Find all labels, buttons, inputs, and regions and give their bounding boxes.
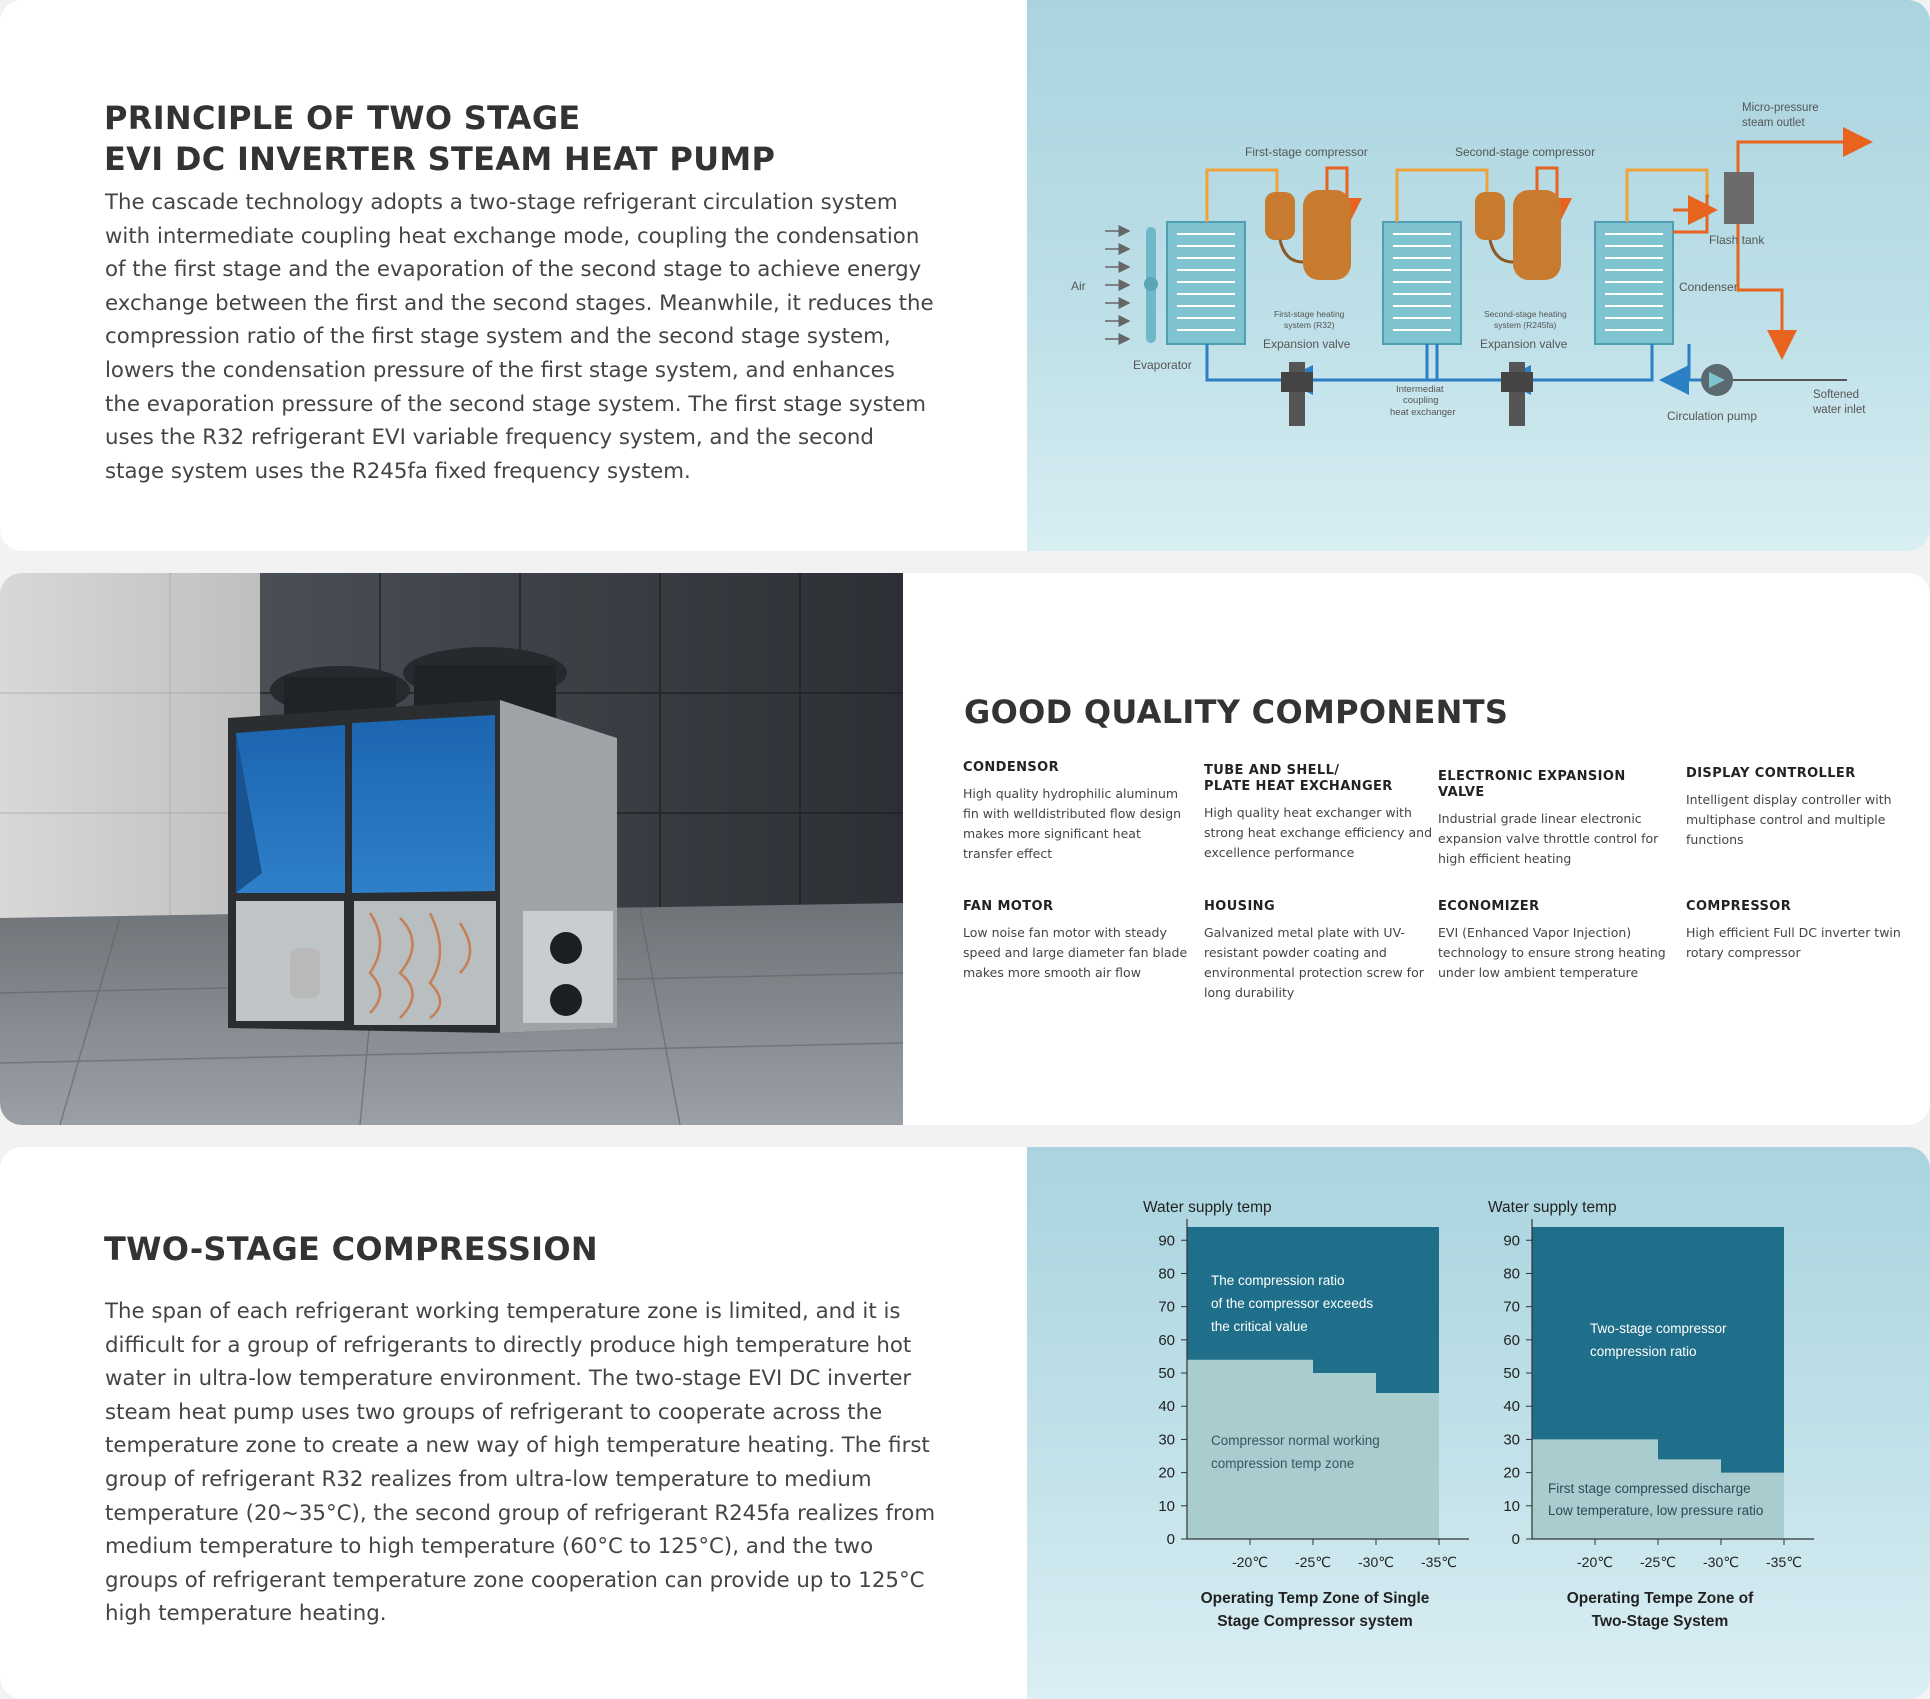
chart-y-tick-label: 40 bbox=[1503, 1398, 1520, 1416]
first-compressor-label: First-stage compressor bbox=[1245, 145, 1368, 159]
principle-title-line1: PRINCIPLE OF TWO STAGE bbox=[104, 99, 581, 137]
component-housing bbox=[1204, 899, 1434, 1003]
intermediate-coil bbox=[1383, 222, 1461, 344]
chart-annotation: Compressor normal working bbox=[1211, 1433, 1380, 1448]
component-desc: Industrial grade linear electronic expansion valve throttle control for high efficient heating bbox=[1438, 811, 1659, 866]
steam-outlet-label-2: steam outlet bbox=[1742, 117, 1805, 129]
component-title-line2: PLATE HEAT EXCHANGER bbox=[1204, 779, 1393, 794]
chart-y-tick-label: 10 bbox=[1158, 1497, 1175, 1515]
chart-annotation: The compression ratio bbox=[1211, 1273, 1345, 1288]
chart-y-tick-label: 30 bbox=[1158, 1431, 1175, 1449]
air-flow-arrows bbox=[1105, 231, 1129, 339]
expansion-valve-1-label: Expansion valve bbox=[1263, 337, 1351, 351]
principle-title bbox=[104, 98, 775, 180]
chart-y-tick-label: 0 bbox=[1166, 1531, 1175, 1548]
component-desc: High efficient Full DC inverter twin rotary compressor bbox=[1686, 925, 1901, 960]
chart-y-tick-label: 90 bbox=[1503, 1232, 1520, 1250]
chart-y-tick-label: 40 bbox=[1158, 1398, 1175, 1416]
chart-y-tick-label: 90 bbox=[1158, 1232, 1175, 1250]
charts-svg bbox=[1027, 1147, 1930, 1699]
expansion-valve-1-icon bbox=[1281, 362, 1313, 426]
component-desc: High quality heat exchanger with strong heat exchange efficiency and excellence performance bbox=[1204, 805, 1433, 860]
heat-pump-diagram bbox=[1027, 0, 1930, 551]
component-display-controller bbox=[1686, 766, 1916, 850]
steam-outlet-label-1: Micro-pressure bbox=[1742, 102, 1819, 114]
evaporator-label: Evaporator bbox=[1133, 358, 1192, 372]
chart-x-tick-label: -30℃ bbox=[1703, 1554, 1739, 1570]
component-title bbox=[963, 899, 1193, 915]
first-stage-compressor-icon bbox=[1265, 190, 1351, 280]
principle-section bbox=[0, 0, 1930, 551]
component-title-line1: COMPRESSOR bbox=[1686, 899, 1792, 914]
components-section bbox=[0, 573, 1930, 1125]
component-desc: EVI (Enhanced Vapor Injection) technology to ensure strong heating under low ambient temperature bbox=[1438, 925, 1666, 980]
compression-section bbox=[0, 1147, 1930, 1699]
chart-annotation: of the compressor exceeds bbox=[1211, 1296, 1374, 1311]
component-title bbox=[1204, 763, 1434, 795]
component-condensor bbox=[963, 760, 1193, 864]
second-system-label-1: Second-stage heating bbox=[1484, 309, 1567, 319]
air-label: Air bbox=[1071, 279, 1086, 293]
component-title-line1: HOUSING bbox=[1204, 899, 1276, 914]
component-compressor bbox=[1686, 899, 1916, 963]
fan-icon bbox=[1144, 227, 1158, 343]
chart-annotation: the critical value bbox=[1211, 1319, 1308, 1334]
components-title: GOOD QUALITY COMPONENTS bbox=[964, 693, 1509, 731]
heat-pump-product-photo bbox=[0, 573, 903, 1125]
compression-charts bbox=[1027, 1147, 1930, 1699]
second-stage-compressor-icon bbox=[1475, 190, 1561, 280]
chart-y-tick-label: 70 bbox=[1503, 1298, 1520, 1316]
chart-annotation: compression ratio bbox=[1590, 1344, 1697, 1359]
flash-tank-icon bbox=[1724, 172, 1754, 224]
chart-x-tick-label: -25℃ bbox=[1295, 1554, 1331, 1570]
chart-annotation: Two-stage compressor bbox=[1590, 1321, 1727, 1336]
first-system-label-2: system (R32) bbox=[1284, 320, 1335, 330]
component-title-line1: ELECTRONIC EXPANSION VALVE bbox=[1438, 769, 1626, 800]
component-title bbox=[963, 760, 1193, 776]
chart-y-tick-label: 0 bbox=[1511, 1531, 1520, 1548]
chart-title-line1: Operating Temp Zone of Single bbox=[1200, 1590, 1430, 1607]
second-compressor-label: Second-stage compressor bbox=[1455, 145, 1596, 159]
chart-y-axis-label: Water supply temp bbox=[1488, 1199, 1617, 1216]
chart-x-tick-label: -20℃ bbox=[1232, 1554, 1268, 1570]
component-title-line1: DISPLAY CONTROLLER bbox=[1686, 766, 1856, 781]
first-system-label-1: First-stage heating bbox=[1274, 309, 1345, 319]
component-desc: Low noise fan motor with steady speed and large diameter fan blade makes more smooth air flow bbox=[963, 925, 1188, 980]
principle-title-line2: EVI DC INVERTER STEAM HEAT PUMP bbox=[104, 140, 776, 178]
water-inlet-label-2: water inlet bbox=[1813, 404, 1866, 416]
chart-y-tick-label: 20 bbox=[1158, 1464, 1175, 1482]
evaporator-coil bbox=[1167, 222, 1245, 344]
chart-y-tick-label: 80 bbox=[1503, 1265, 1520, 1283]
chart-x-tick-label: -25℃ bbox=[1640, 1554, 1676, 1570]
chart-y-tick-label: 60 bbox=[1158, 1331, 1175, 1349]
intermediate-label-3: heat exchanger bbox=[1390, 407, 1456, 418]
chart-title-line2: Two-Stage System bbox=[1591, 1613, 1729, 1630]
chart-y-tick-label: 20 bbox=[1503, 1464, 1520, 1482]
component-fan-motor bbox=[963, 899, 1193, 983]
chart-y-tick-label: 10 bbox=[1503, 1497, 1520, 1515]
chart-y-tick-label: 60 bbox=[1503, 1331, 1520, 1349]
component-desc: Galvanized metal plate with UV-resistant powder coating and environmental protection screw for long durability bbox=[1204, 925, 1424, 1000]
component-title bbox=[1686, 899, 1916, 915]
second-system-label-2: system (R245fa) bbox=[1494, 320, 1557, 330]
intermediate-label-1: Intermediat bbox=[1396, 384, 1444, 395]
chart-annotation: compression temp zone bbox=[1211, 1456, 1355, 1471]
component-title-line1: ECONOMIZER bbox=[1438, 899, 1540, 914]
component-desc: Intelligent display controller with multiphase control and multiple functions bbox=[1686, 792, 1892, 847]
component-title bbox=[1438, 899, 1668, 915]
flash-tank-label: Flash tank bbox=[1709, 233, 1765, 247]
water-inlet-label-1: Softened bbox=[1813, 389, 1860, 401]
compression-body: The span of each refrigerant working temperature zone is limited, and it is difficult for a group of refrigerants to directly produce high temperature hot water in ultra-low temperature environment. The two-stage EVI DC inverter steam heat pump uses two groups of refrigerant to cooperate across the temperature zone to create a new way of high temperature heating. The first group of refrigerant R32 realizes from ultra-low temperature to medium temperature (20~35°C), the second group of refrigerant R245fa realizes from medium temperature to high temperature (60°C to 125°C), and the two groups of refrigerant temperature zone cooperation can provide up to 125°C high temperature heating. bbox=[105, 1299, 936, 1627]
component-title bbox=[1438, 769, 1668, 801]
chart-annotation: Low temperature, low pressure ratio bbox=[1548, 1503, 1764, 1518]
expansion-valve-2-label: Expansion valve bbox=[1480, 337, 1568, 351]
chart-y-tick-label: 50 bbox=[1503, 1365, 1520, 1383]
component-economizer bbox=[1438, 899, 1668, 983]
component-title bbox=[1204, 899, 1434, 915]
condenser-label: Condenser bbox=[1679, 280, 1738, 294]
chart-y-tick-label: 30 bbox=[1503, 1431, 1520, 1449]
expansion-valve-2-icon bbox=[1501, 362, 1533, 426]
component-tube-shell-exchanger bbox=[1204, 763, 1434, 863]
circulation-pump-icon bbox=[1701, 364, 1733, 396]
chart-x-tick-label: -20℃ bbox=[1577, 1554, 1613, 1570]
chart-title-line2: Stage Compressor system bbox=[1217, 1613, 1413, 1630]
component-title-line1: CONDENSOR bbox=[963, 760, 1060, 775]
component-desc: High quality hydrophilic aluminum fin with welldistributed flow design makes more significant heat transfer effect bbox=[963, 786, 1182, 861]
chart-x-tick-label: -30℃ bbox=[1358, 1554, 1394, 1570]
chart-y-axis-label: Water supply temp bbox=[1143, 1199, 1272, 1216]
principle-body: The cascade technology adopts a two-stage refrigerant circulation system with intermediate coupling heat exchange mode, coupling the condensation of the first stage and the evaporation of the second stage to achieve energy exchange between the first and the second stages. Meanwhile, it reduces the compression ratio of the first stage system and the second stage system, lowers the condensation pressure of the first stage system, and enhances the evaporation pressure of the second stage system. The first stage system uses the R32 refrigerant EVI variable frequency system, and the second stage system uses the R245fa fixed frequency system. bbox=[105, 190, 934, 484]
component-title bbox=[1686, 766, 1916, 782]
condenser-coil bbox=[1595, 222, 1673, 344]
component-expansion-valve bbox=[1438, 769, 1668, 869]
chart-x-tick-label: -35℃ bbox=[1421, 1554, 1457, 1570]
compression-title: TWO-STAGE COMPRESSION bbox=[104, 1230, 598, 1268]
chart-title-line1: Operating Tempe Zone of bbox=[1566, 1590, 1754, 1607]
circulation-pump-label: Circulation pump bbox=[1667, 409, 1758, 423]
chart-annotation: First stage compressed discharge bbox=[1548, 1481, 1751, 1496]
chart-x-tick-label: -35℃ bbox=[1766, 1554, 1802, 1570]
component-title-line1: TUBE AND SHELL/ bbox=[1204, 763, 1340, 778]
intermediate-label-2: coupling bbox=[1403, 395, 1439, 406]
chart-y-tick-label: 50 bbox=[1158, 1365, 1175, 1383]
chart-y-tick-label: 70 bbox=[1158, 1298, 1175, 1316]
chart-y-tick-label: 80 bbox=[1158, 1265, 1175, 1283]
component-title-line1: FAN MOTOR bbox=[963, 899, 1054, 914]
